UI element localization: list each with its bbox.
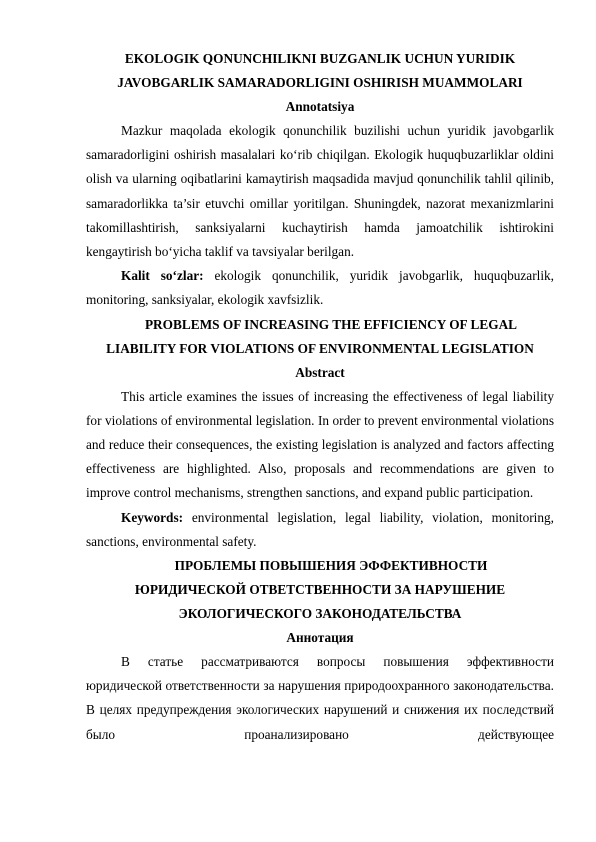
uz-title-line: JAVOBGARLIK SAMARADORLIGINI OSHIRISH MUAMMOLARI [117, 75, 523, 90]
ru-abstract-text: В статье рассматриваются вопросы повышения эффективности юридической ответственности за нарушения природоохранного законодательства. В целях предупреждения экологических нарушений и снижения их последствий было проанализировано действующее [86, 654, 554, 742]
uz-keywords-text: ekologik qonunchilik, yuridik javobgarlik, huquqbuzarlik, monitoring, sanksiyalar, ekologik xavfsizlik. [86, 268, 554, 308]
en-title-line: LIABILITY FOR VIOLATIONS OF ENVIRONMENTAL LEGISLATION [106, 340, 534, 356]
ru-title-line: ЭКОЛОГИЧЕСКОГО ЗАКОНОДАТЕЛЬСТВА [178, 606, 462, 622]
uz-title-line: EKOLOGIK QONUNCHILIKNI BUZGANLIK UCHUN YURIDIK [124, 51, 516, 66]
ru-title-line: ПРОБЛЕМЫ ПОВЫШЕНИЯ ЭФФЕКТИВНОСТИ [174, 558, 488, 574]
en-title-line: PROBLEMS OF INCREASING THE EFFICIENCY OF LEGAL [144, 316, 518, 332]
en-abstract-heading: Abstract [295, 364, 345, 380]
en-keywords-label: Keywords: [121, 509, 184, 525]
uz-keywords-label: Kalit so‘zlar: [121, 268, 204, 284]
en-title [86, 313, 554, 361]
en-abstract-text: This article examines the issues of increasing the effectiveness of legal liability for violations of environmental legislation. In order to prevent environmental violations and reduce their consequences, the existing legislation is analyzed and factors affecting effectiveness are highlighted. Also, proposals and recommendations are given to improve control mechanisms, strengthen sanctions, and expand public participation. [86, 388, 554, 501]
uz-abstract-heading: Annotatsiya [285, 99, 355, 114]
uz-title [86, 47, 554, 95]
en-keywords-text: environmental legislation, legal liability, violation, monitoring, sanctions, environmental safety. [86, 509, 554, 549]
uz-abstract-text: Mazkur maqolada ekologik qonunchilik buzilishi uchun yuridik javobgarlik samaradorligini oshirish masalalari ko‘rib chiqilgan. Ekologik huquqbuzarliklar oldini olish va ularning oqibatlarini kamaytirish maqsadida mavjud qonunchilik tahlil qilinib, samaradorlikka ta’sir etuvchi omillar yoritilgan. Shuningdek, nazorat mexanizmlarini takomillashtirish, sanksiyalarni kuchaytirish hamda jamoatchilik ishtirokini kengaytirish bo‘yicha taklif va tavsiyalar berilgan. [86, 123, 554, 260]
en-keywords [86, 506, 554, 554]
ru-title [86, 554, 554, 626]
ru-title-line: ЮРИДИЧЕСКОЙ ОТВЕТСТВЕННОСТИ ЗА НАРУШЕНИЕ [134, 582, 506, 598]
ru-abstract-heading: Аннотация [286, 630, 354, 646]
uz-keywords [86, 264, 554, 312]
article-page [86, 47, 554, 747]
